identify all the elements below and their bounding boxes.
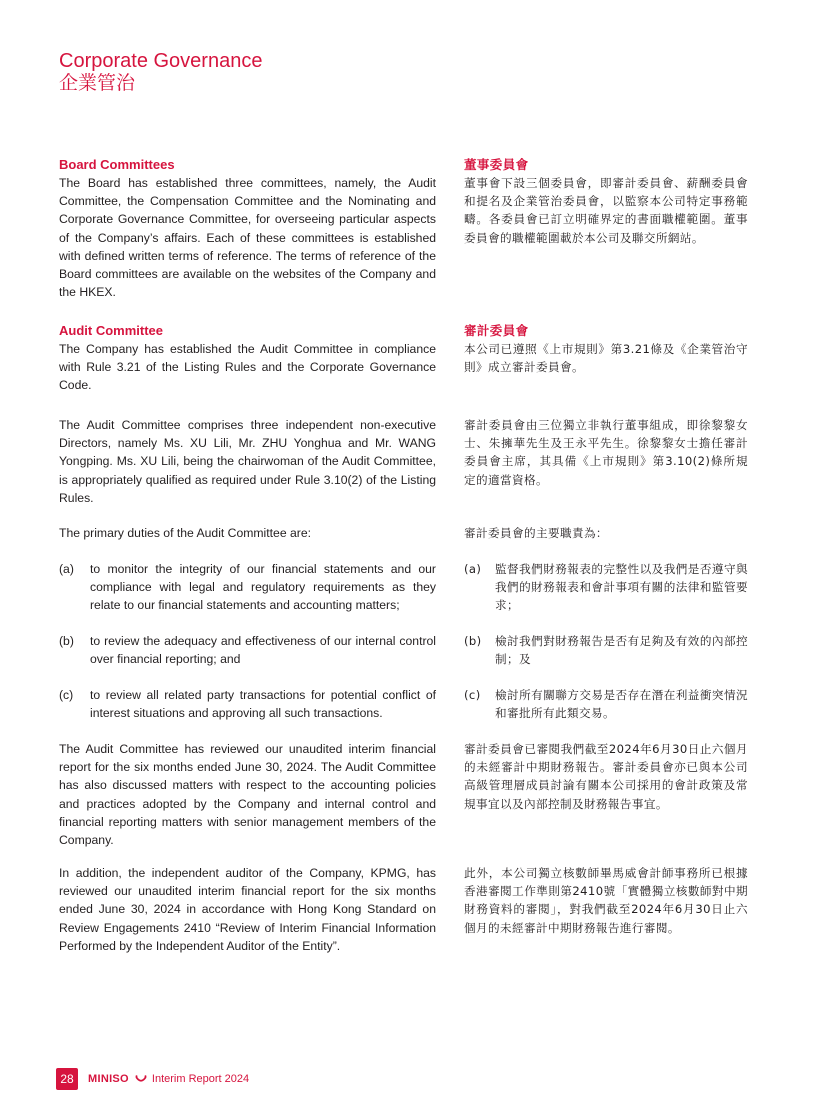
paragraph: The Audit Committee has reviewed our unaudited interim financial report for the six months ended June 30, 2024. The Audit Committee has also discussed matters with respect to the accounting policies and practices adopted by the Company and internal control and financial reporting matters with senior management members of the Company. <box>59 742 436 848</box>
paragraph: 審計委員會由三位獨立非執行董事組成，即徐黎黎女士、朱擁華先生及王永平先生。徐黎黎女士擔任審計委員會主席，其具備《上市規則》第3.10(2)條所規定的適當資格。 <box>464 418 748 487</box>
brand-logo-text: MINISO <box>88 1073 129 1085</box>
list-item <box>464 686 748 722</box>
list-item-label: (a) <box>464 562 482 576</box>
list-item <box>59 632 436 668</box>
report-name: Interim Report 2024 <box>151 1073 250 1085</box>
paragraph-block <box>59 740 436 849</box>
list-item-text: to monitor the integrity of our financial statements and our compliance with legal and regulatory requirements as they relate to our financial statements and accounting matters; <box>90 562 436 613</box>
section-title: Board Committees <box>59 157 175 172</box>
smile-icon <box>135 1075 147 1084</box>
page-title-zh: 企業管治 <box>59 72 136 94</box>
paragraph-block <box>59 416 436 507</box>
paragraph: 此外，本公司獨立核數師畢馬威會計師事務所已根據香港審閱工作準則第2410號「實體獨立核數師對中期財務資料的審閱」，對我們截至2024年6月30日止六個月的未經審計中期財務報告進行審閱。 <box>464 866 748 935</box>
paragraph-block <box>59 864 436 955</box>
paragraph: The Audit Committee comprises three independent non-executive Directors, namely Ms. XU Lili, Mr. ZHU Yonghua and Mr. WANG Yongping. Ms. XU Lili, being the chairwoman of the Audit Committee, is appropriately qualified as required under Rule 3.10(2) of the Listing Rules. <box>59 418 436 505</box>
paragraph-block <box>464 864 748 937</box>
list-item-text: 檢討所有關聯方交易是否存在潛在利益衝突情況和審批所有此類交易。 <box>495 688 748 721</box>
board-committees-section-zh <box>464 156 748 247</box>
duties-intro: The primary duties of the Audit Committee are: <box>59 526 311 540</box>
list-item-label: (c) <box>59 688 74 702</box>
list-item-text: 監督我們財務報表的完整性以及我們是否遵守與我們的財務報表和會計事項有關的法律和監管要求； <box>495 562 748 613</box>
list-item <box>59 560 436 615</box>
page-header <box>59 50 262 94</box>
paragraph-block <box>464 740 748 813</box>
section-title: 審計委員會 <box>464 323 529 338</box>
list-item-label: (c) <box>464 688 481 702</box>
paragraph-block <box>59 524 436 542</box>
paragraph-block <box>464 524 748 542</box>
list-item <box>464 560 748 615</box>
section-title: 董事委員會 <box>464 157 529 172</box>
section-title: Audit Committee <box>59 323 163 338</box>
paragraph-block <box>464 416 748 489</box>
paragraph: In addition, the independent auditor of the Company, KPMG, has reviewed our unaudited interim financial report for the six months ended June 30, 2024 in accordance with Hong Kong Standard on Review Engagements 2410 “Review of Interim Financial Information Performed by the Independent Auditor of the Entity”. <box>59 866 436 953</box>
list-item <box>59 686 436 722</box>
list-item-label: (b) <box>59 634 74 648</box>
page-footer <box>56 1068 249 1090</box>
paragraph: 本公司已遵照《上市規則》第3.21條及《企業管治守則》成立審計委員會。 <box>464 342 748 375</box>
list-item-label: (b) <box>464 634 482 648</box>
board-committees-section <box>59 156 436 301</box>
list-item <box>464 632 748 668</box>
paragraph: 審計委員會已審閱我們截至2024年6月30日止六個月的未經審計中期財務報告。審計委員會亦已與本公司高級管理層成員討論有關本公司採用的會計政策及常規事宜以及內部控制及財務報告事宜。 <box>464 742 748 811</box>
list-item-label: (a) <box>59 562 74 576</box>
paragraph: The Company has established the Audit Committee in compliance with Rule 3.21 of the Listing Rules and the Corporate Governance Code. <box>59 342 436 393</box>
list-item-text: to review all related party transactions for potential conflict of interest situations and approving all such transactions. <box>90 688 436 721</box>
duties-intro: 審計委員會的主要職責為： <box>464 526 608 540</box>
audit-committee-section <box>59 322 436 395</box>
paragraph: 董事會下設三個委員會，即審計委員會、薪酬委員會和提名及企業管治委員會，以監察本公司特定事務範疇。各委員會已訂立明確界定的書面職權範圍。董事委員會的職權範圍載於本公司及聯交所網站。 <box>464 176 748 245</box>
page-title: Corporate Governance <box>59 50 263 72</box>
audit-committee-section-zh <box>464 322 748 376</box>
list-item-text: 檢討我們對財務報告是否有足夠及有效的內部控制；及 <box>495 634 748 667</box>
paragraph: The Board has established three committees, namely, the Audit Committee, the Compensation Committee and the Nominating and Corporate Governance Committee, for overseeing particular aspects of the Company’s affairs. Each of these committees is established with defined written terms of reference. The terms of reference of the Board committees are available on the websites of the Company and the HKEX. <box>59 176 436 300</box>
page-number: 28 <box>56 1068 78 1090</box>
list-item-text: to review the adequacy and effectiveness of our internal control over financial reporting; and <box>90 634 436 667</box>
